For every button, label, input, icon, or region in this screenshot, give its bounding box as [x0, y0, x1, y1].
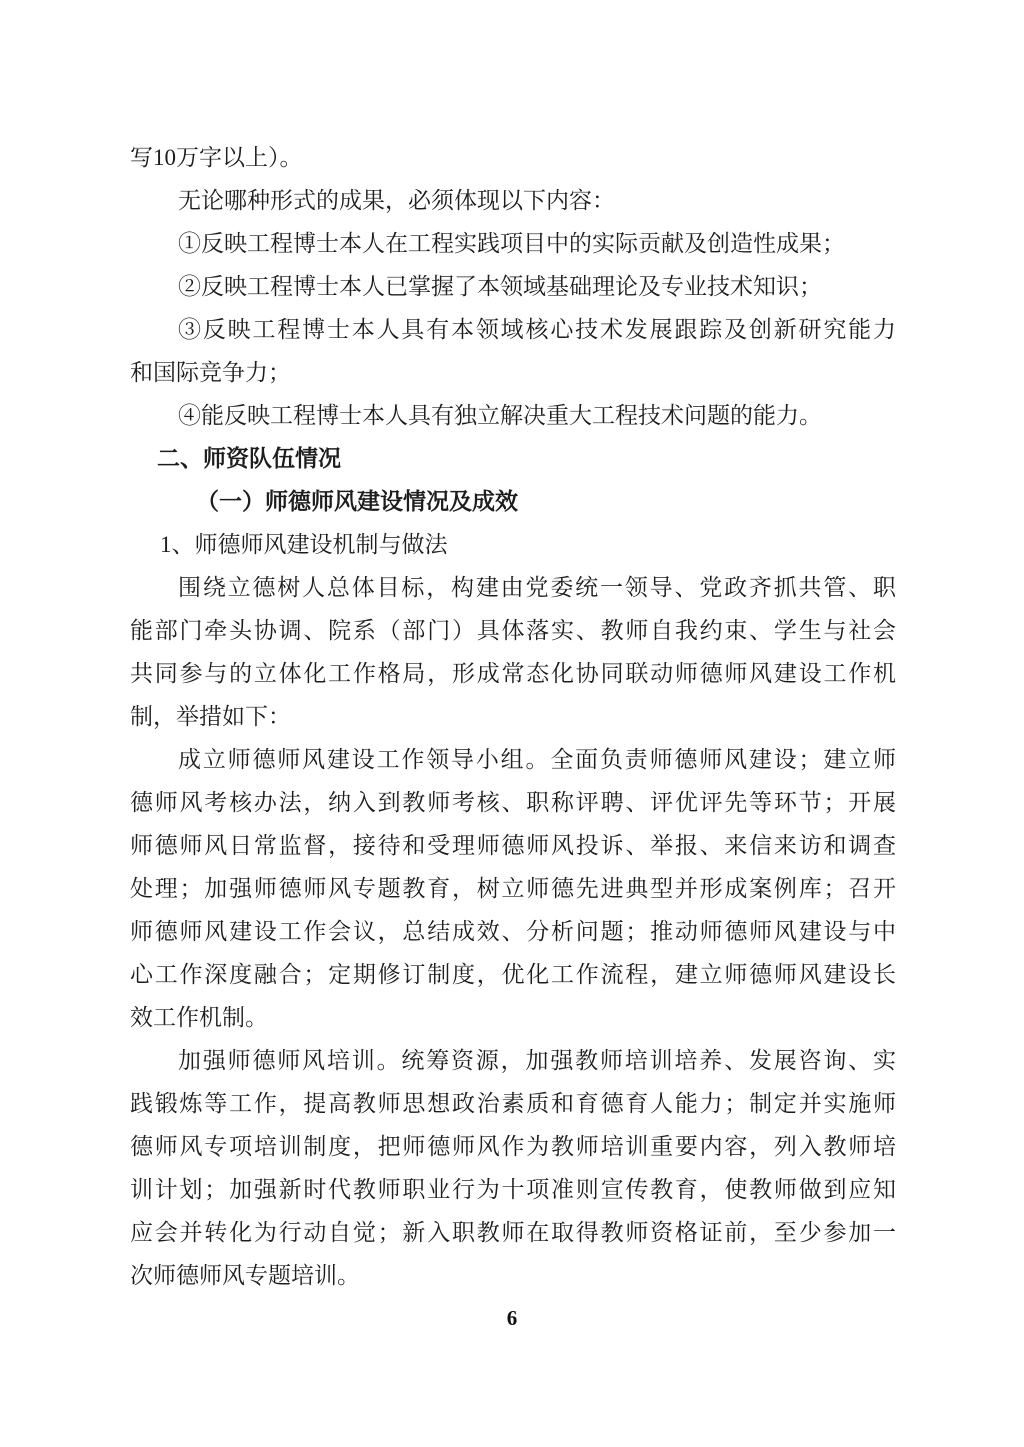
section-heading: 二、师资队伍情况: [157, 446, 341, 471]
text-line: 训计划；加强新时代教师职业行为十项准则宣传教育，使教师做到应知: [130, 1177, 896, 1202]
text-line: 效工作机制。: [130, 1005, 268, 1030]
text-line: 处理；加强师德师风专题教育，树立师德先进典型并形成案例库；召开: [130, 876, 896, 901]
subsection-heading: （一）师德师风建设情况及成效: [196, 489, 518, 514]
list-item-circled-1: ①反映工程博士本人在工程实践项目中的实际贡献及创造性成果；: [178, 231, 845, 256]
text-line: 无论哪种形式的成果，必须体现以下内容：: [178, 188, 615, 213]
text-line: 德师风考核办法，纳入到教师考核、职称评聘、评优评先等环节；开展: [130, 790, 896, 815]
text-line: 成立师德师风建设工作领导小组。全面负责师德师风建设；建立师: [178, 747, 896, 772]
text-line: 师德师风日常监督，接待和受理师德师风投诉、举报、来信来访和调查: [130, 833, 896, 858]
text-line: 围绕立德树人总体目标，构建由党委统一领导、党政齐抓共管、职: [178, 575, 896, 600]
text-line: 践锻炼等工作，提高教师思想政治素质和育德育人能力；制定并实施师: [130, 1091, 896, 1116]
list-item-circled-2: ②反映工程博士本人已掌握了本领域基础理论及专业技术知识；: [178, 274, 822, 299]
text-line: 德师风专项培训制度，把师德师风作为教师培训重要内容，列入教师培: [130, 1134, 896, 1159]
text-line: 师德师风建设工作会议，总结成效、分析问题；推动师德师风建设与中: [130, 919, 896, 944]
numbered-item-heading: 1、师德师风建设机制与做法: [160, 532, 448, 557]
text-line: 次师德师风专题培训。: [130, 1263, 360, 1288]
text-line: 应会并转化为行动自觉；新入职教师在取得教师资格证前，至少参加一: [130, 1220, 896, 1245]
list-item-circled-4: ④能反映工程博士本人具有独立解决重大工程技术问题的能力。: [178, 403, 822, 428]
document-body: [130, 136, 896, 1297]
text-line: 制，举措如下：: [130, 704, 291, 729]
text-line: 能部门牵头协调、院系（部门）具体落实、教师自我约束、学生与社会: [130, 618, 896, 643]
page-number: 6: [506, 1306, 518, 1330]
list-item-circled-3: ③反映工程博士本人具有本领域核心技术发展跟踪及创新研究能力: [178, 317, 896, 342]
paragraph-continuation: 写10万字以上）。: [130, 145, 303, 170]
text-line: 加强师德师风培训。统筹资源，加强教师培训培养、发展咨询、实: [178, 1048, 896, 1073]
text-line: 和国际竞争力；: [130, 360, 291, 385]
text-line: 共同参与的立体化工作格局，形成常态化协同联动师德师风建设工作机: [130, 661, 896, 686]
text-line: 心工作深度融合；定期修订制度，优化工作流程，建立师德师风建设长: [130, 962, 896, 987]
